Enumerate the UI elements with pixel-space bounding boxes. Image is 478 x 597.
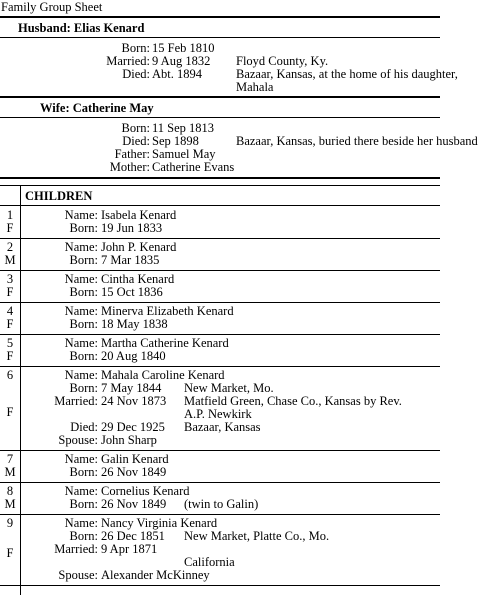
child-field-value: 7 Mar 1835 (101, 253, 160, 267)
husband-married-label: Married: (106, 54, 150, 68)
child-number: 6 (6, 368, 14, 382)
wife-mother-label: Mother: (109, 160, 150, 174)
child-field-value: Nancy Virginia Kenard (101, 516, 218, 530)
child-field-place: Bazaar, Kansas (184, 420, 261, 434)
child-field-label: Name: (64, 368, 98, 382)
child-row-divider (0, 585, 440, 586)
sheet-title: Family Group Sheet (1, 0, 103, 14)
child-field-label: Born: (69, 221, 98, 235)
child-field-value: Minerva Elizabeth Kenard (101, 304, 234, 318)
title-divider (0, 16, 440, 18)
child-field-label: Born: (69, 317, 98, 331)
child-field-label: Born: (69, 349, 98, 363)
children-top-rule (0, 185, 440, 186)
child-field-value: Cornelius Kenard (101, 484, 190, 498)
child-number: 1 (6, 208, 14, 222)
child-field-value: Cintha Kenard (101, 272, 175, 286)
child-sex: F (6, 349, 14, 363)
child-field-label: Born: (69, 465, 98, 479)
child-field-value: 9 Apr 1871 (101, 542, 158, 556)
child-field-value: Galin Kenard (101, 452, 169, 466)
child-field-value: 19 Jun 1833 (101, 221, 163, 235)
husband-divider (0, 96, 440, 98)
wife-heading-underline (0, 117, 440, 118)
child-field-label: Married: (54, 394, 98, 408)
child-row-divider (0, 450, 440, 451)
child-row-divider (0, 482, 440, 483)
child-field-value: John P. Kenard (101, 240, 177, 254)
child-field-value: John Sharp (101, 433, 157, 447)
child-row-divider (0, 302, 440, 303)
husband-died-place-line2: Mahala (236, 80, 274, 94)
child-sex: F (6, 546, 14, 560)
child-field-value: Martha Catherine Kenard (101, 336, 229, 350)
child-field-value: 26 Nov 1849 (101, 465, 167, 479)
wife-born-label: Born: (121, 121, 150, 135)
child-row-divider (0, 270, 440, 271)
child-field-place: New Market, Mo. (184, 381, 274, 395)
child-field-label: Name: (64, 272, 98, 286)
child-field-value: Isabela Kenard (101, 208, 177, 222)
children-heading-rule (0, 205, 440, 206)
husband-born-value: 15 Feb 1810 (152, 41, 215, 55)
wife-mother-value: Catherine Evans (152, 160, 235, 174)
wife-died-value: Sep 1898 (152, 134, 199, 148)
child-row-divider (0, 238, 440, 239)
child-row-divider (0, 366, 440, 367)
child-field-label: Married: (54, 542, 98, 556)
children-heading: CHILDREN (25, 189, 93, 203)
child-field-value: 15 Oct 1836 (101, 285, 163, 299)
husband-born-label: Born: (121, 41, 150, 55)
husband-died-place-line1: Bazaar, Kansas, at the home of his daughter, (236, 67, 458, 81)
child-field-value: 26 Nov 1849 (101, 497, 167, 511)
child-field-place: Matfield Green, Chase Co., Kansas by Rev. (184, 394, 402, 408)
child-row-divider (0, 514, 440, 515)
child-field-label: Name: (64, 240, 98, 254)
child-field-label: Name: (64, 336, 98, 350)
child-field-label: Born: (69, 381, 98, 395)
child-field-place: A.P. Newkirk (184, 407, 252, 421)
wife-heading: Wife: Catherine May (40, 101, 154, 115)
wife-died-place: Bazaar, Kansas, buried there beside her husband (236, 134, 478, 148)
child-sex: M (4, 465, 16, 479)
child-field-value: 29 Dec 1925 (101, 420, 165, 434)
child-field-value: 24 Nov 1873 (101, 394, 167, 408)
child-sex: M (4, 253, 16, 267)
child-field-label: Born: (69, 497, 98, 511)
husband-married-place: Floyd County, Ky. (236, 54, 329, 68)
wife-born-value: 11 Sep 1813 (152, 121, 215, 135)
husband-heading-underline (0, 37, 440, 38)
child-field-label: Born: (69, 285, 98, 299)
child-field-value: Mahala Caroline Kenard (101, 368, 225, 382)
child-field-label: Died: (70, 420, 98, 434)
child-field-label: Name: (64, 208, 98, 222)
child-number: 2 (6, 240, 14, 254)
child-field-label: Name: (64, 452, 98, 466)
child-field-value: Alexander McKinney (101, 568, 210, 582)
child-number: 9 (6, 516, 14, 530)
child-number: 3 (6, 272, 14, 286)
child-field-value: 26 Dec 1851 (101, 529, 165, 543)
husband-married-value: 9 Aug 1832 (152, 54, 211, 68)
wife-divider (0, 177, 440, 179)
child-field-place: New Market, Platte Co., Mo. (184, 529, 330, 543)
child-number: 4 (6, 304, 14, 318)
children-column-divider (20, 185, 21, 595)
child-field-label: Spouse: (58, 568, 98, 582)
husband-died-label: Died: (122, 67, 150, 81)
child-field-value: 20 Aug 1840 (101, 349, 166, 363)
child-sex: F (6, 285, 14, 299)
wife-died-label: Died: (122, 134, 150, 148)
child-field-value: 18 May 1838 (101, 317, 168, 331)
child-sex: F (6, 317, 14, 331)
wife-father-value: Samuel May (152, 147, 216, 161)
child-sex: M (4, 497, 16, 511)
child-field-place: California (184, 555, 235, 569)
child-field-label: Born: (69, 253, 98, 267)
child-field-label: Name: (64, 304, 98, 318)
child-field-label: Spouse: (58, 433, 98, 447)
husband-heading: Husband: Elias Kenard (18, 21, 145, 35)
wife-father-label: Father: (114, 147, 150, 161)
child-sex: F (6, 405, 14, 419)
child-number: 5 (6, 336, 14, 350)
child-row-divider (0, 334, 440, 335)
child-field-label: Name: (64, 516, 98, 530)
child-sex: F (6, 221, 14, 235)
child-field-label: Name: (64, 484, 98, 498)
child-field-value: 7 May 1844 (101, 381, 162, 395)
child-field-place: (twin to Galin) (184, 497, 259, 511)
husband-died-value: Abt. 1894 (152, 67, 202, 81)
child-field-label: Born: (69, 529, 98, 543)
child-number: 7 (6, 452, 14, 466)
child-number: 8 (6, 484, 14, 498)
